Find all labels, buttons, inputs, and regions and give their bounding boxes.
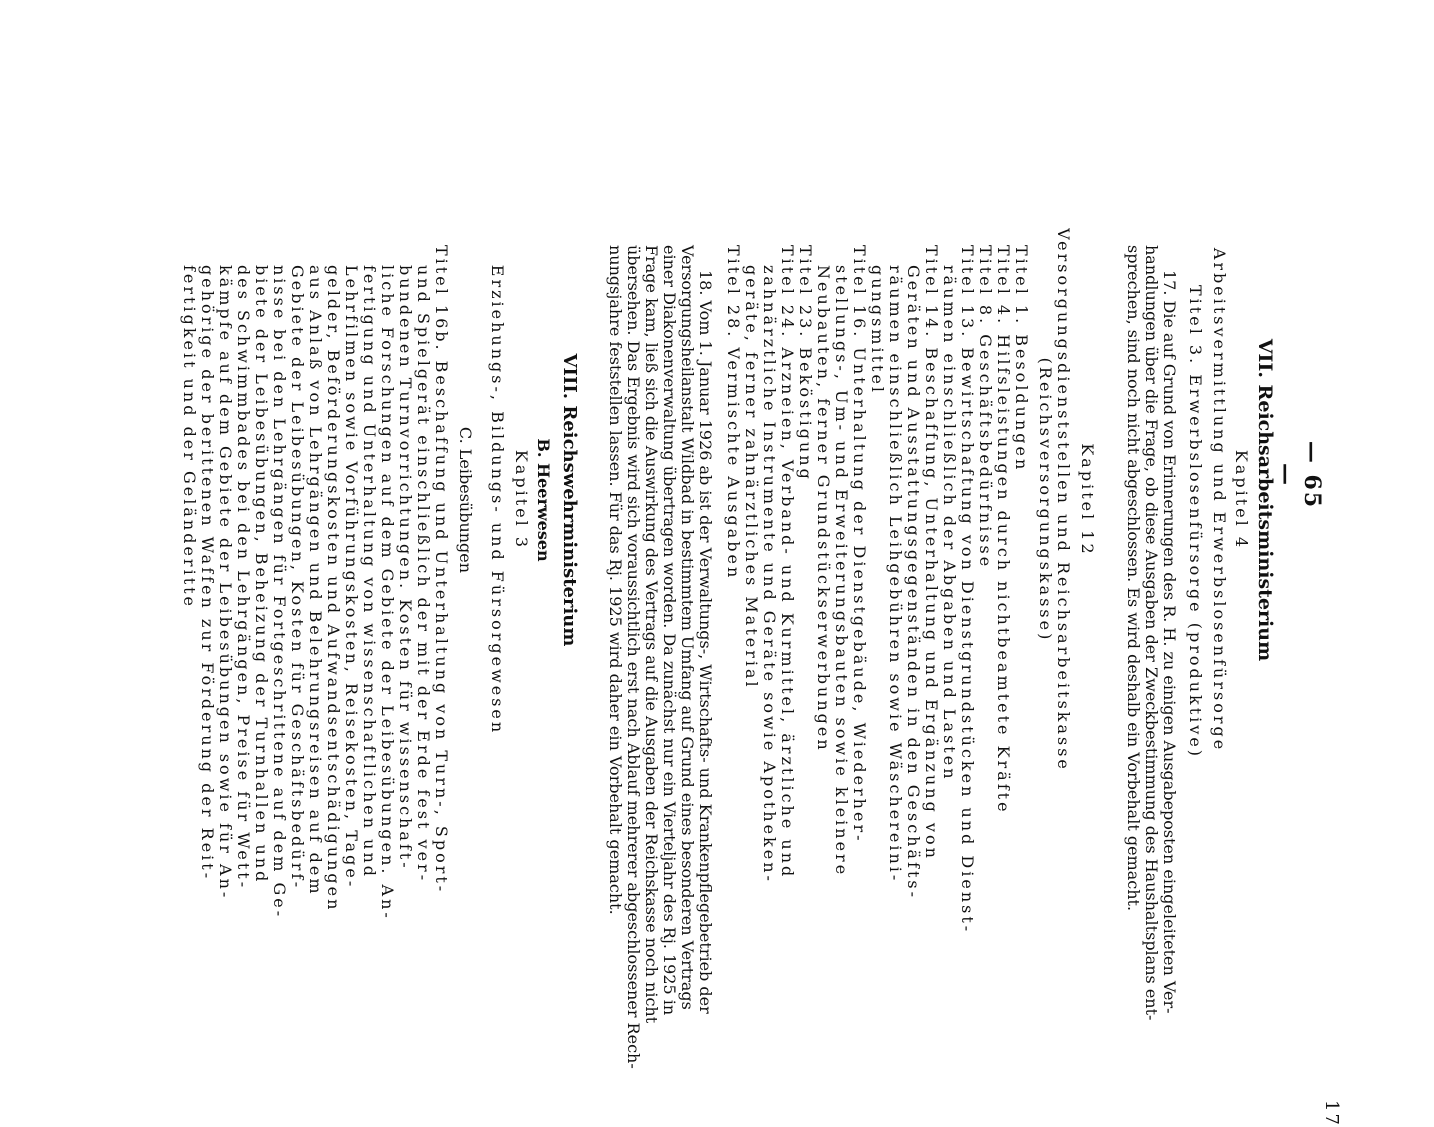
title-line: Neubauten, ferner Grundstückserwerbungen bbox=[814, 265, 833, 753]
title-line: fertigkeit und der Geländeritte bbox=[180, 265, 199, 610]
subsection-heading: B. Heerwesen bbox=[534, 438, 553, 562]
chapter-heading: Kapitel 4 bbox=[1232, 449, 1251, 551]
title-line: Titel 24. Arzneien, Verband- und Kurmittel, ärztliche und bbox=[778, 245, 797, 880]
title-line: räumen einschließlich Leihgebühren sowie Wäschereini- bbox=[886, 265, 905, 884]
title-line: Titel 16. Unterhaltung der Dienstgebäude, Wiederher- bbox=[850, 245, 869, 844]
paragraph-18: einer Diakonenverwaltung übertragen worden. Da zunächst nur ein Vierteljahr des Rj. 1925 in bbox=[660, 245, 679, 1016]
paragraph-18: 18. Vom 1. Januar 1926 ab ist der Verwaltungs-, Wirtschafts- und Krankenpflegebetrieb der bbox=[696, 270, 715, 1014]
title-line: und Spielgerät einschließlich der mit der Erde fest ver- bbox=[414, 265, 433, 884]
paragraph-18: Versorgungsheilanstalt Wildbad in bestimmtem Umfang auf Grund eines besonderen Vertrags bbox=[678, 245, 697, 1010]
paragraph-18: übersehen. Das Ergebnis wird sich voraussichtlich erst nach Ablauf mehrerer abgeschlossener Rech- bbox=[624, 245, 643, 1069]
title-line: Titel 4. Hilfsleistungen durch nichtbeamtete Kräfte bbox=[994, 245, 1013, 815]
chapter-title: Erziehungs-, Bildungs- und Fürsorgewesen bbox=[488, 264, 507, 736]
title-line: liche Forschungen auf dem Gebiete der Leibesübungen. An- bbox=[378, 265, 397, 921]
title-line: Titel 16b. Beschaffung und Unterhaltung von Turn-, Sport- bbox=[432, 245, 451, 895]
section-heading-viii: VIII. Reichswehrministerium bbox=[559, 353, 580, 647]
title-line: Lehrfilmen sowie Vorführungskosten, Reisekosten, Tage- bbox=[342, 265, 361, 890]
title-line: Titel 8. Geschäftsbedürfnisse bbox=[976, 245, 995, 570]
title-line: stellungs-, Um- und Erweiterungsbauten sowie kleinere bbox=[832, 265, 851, 878]
chapter-heading: Kapitel 12 bbox=[1078, 443, 1097, 557]
title-line: gelder, Beförderungskosten und Aufwandsentschädigungen bbox=[324, 265, 343, 913]
page-number: — 65 — bbox=[1273, 440, 1325, 510]
title-line: Titel 23. Beköstigung bbox=[796, 245, 815, 482]
title-line: Titel 14. Beschaffung, Unterhaltung und Ergänzung von bbox=[922, 245, 941, 861]
paragraph-18: nungsjahre feststellen lassen. Für das Rj. 1925 wird daher ein Vorbehalt gemacht. bbox=[606, 245, 625, 915]
paragraph-17: sprechen, sind noch nicht abgeschlossen. Es wird deshalb ein Vorbehalt gemacht. bbox=[1124, 245, 1143, 912]
title-line: geräte, ferner zahnärztliches Material bbox=[742, 265, 761, 690]
title-line: Titel 13. Bewirtschaftung von Dienstgrundstücken und Dienst- bbox=[958, 245, 977, 935]
title-line: Titel 3. Erwerbslosenfürsorge (produktive) bbox=[1186, 285, 1205, 760]
chapter-heading: Kapitel 3 bbox=[512, 449, 531, 551]
title-line: fertigung und Unterhaltung von wissenschaftlichen und bbox=[360, 265, 379, 880]
paragraph-17: 17. Die auf Grund von Erinnerungen des R. H. zu einigen Ausgabeposten eingeleiteten Ver- bbox=[1160, 270, 1179, 1014]
subsection-heading: C. Leibesübungen bbox=[456, 426, 475, 574]
title-line: gehörige der berittenen Waffen zur Förderung der Reit- bbox=[198, 265, 217, 882]
chapter-subtitle: (Reichsversorgungskasse) bbox=[1036, 357, 1055, 643]
page-text bbox=[152, 0, 1312, 1069]
title-line: Gebiete der Leibesübungen, Kosten für Geschäftsbedürf- bbox=[288, 265, 307, 891]
title-line: biete der Leibesübungen, Beheizung der Turnhallen und bbox=[252, 265, 271, 885]
title-line: Titel 28. Vermischte Ausgaben bbox=[724, 245, 743, 581]
title-line: nisse bei den Lehrgängen für Fortgeschrittene auf dem Ge- bbox=[270, 265, 289, 920]
section-heading-vii: VII. Reichsarbeitsministerium bbox=[1254, 338, 1276, 662]
chapter-title: Versorgungsdienststellen und Reichsarbeitskasse bbox=[1054, 228, 1073, 772]
title-line: zahnärztliche Instrumente und Geräte sowie Apotheken- bbox=[760, 265, 779, 884]
title-line: des Schwimmbades bei den Lehrgängen, Preise für Wett- bbox=[234, 265, 253, 891]
title-line: Titel 1. Besoldungen bbox=[1012, 245, 1031, 473]
title-line: bundenen Turnvorrichtungen. Kosten für wissenschaft- bbox=[396, 265, 415, 871]
title-line: Geräten und Ausstattungsgegenständen in den Geschäfts- bbox=[904, 265, 923, 900]
chapter-title: Arbeitsvermittlung und Erwerbslosenfürsorge bbox=[1210, 247, 1229, 753]
title-line: gungsmittel bbox=[868, 265, 887, 396]
signature-mark: 17 bbox=[1321, 1100, 1342, 1127]
rotated-page bbox=[152, 0, 1342, 1127]
paragraph-17: handlungen über die Frage, ob diese Ausgaben der Zweckbestimmung des Haushaltsplans ent- bbox=[1142, 245, 1161, 1021]
title-line: aus Anlaß von Lehrgängen und Belehrungsreisen auf dem bbox=[306, 265, 325, 897]
title-line: kämpfe auf dem Gebiete der Leibesübungen sowie für An- bbox=[216, 265, 235, 901]
paragraph-18: Frage kam, ließ sich die Auswirkung des Vertrags auf die Ausgaben der Reichskasse noch nicht bbox=[642, 245, 661, 1024]
title-line: räumen einschließlich der Abgaben und Lasten bbox=[940, 265, 959, 782]
